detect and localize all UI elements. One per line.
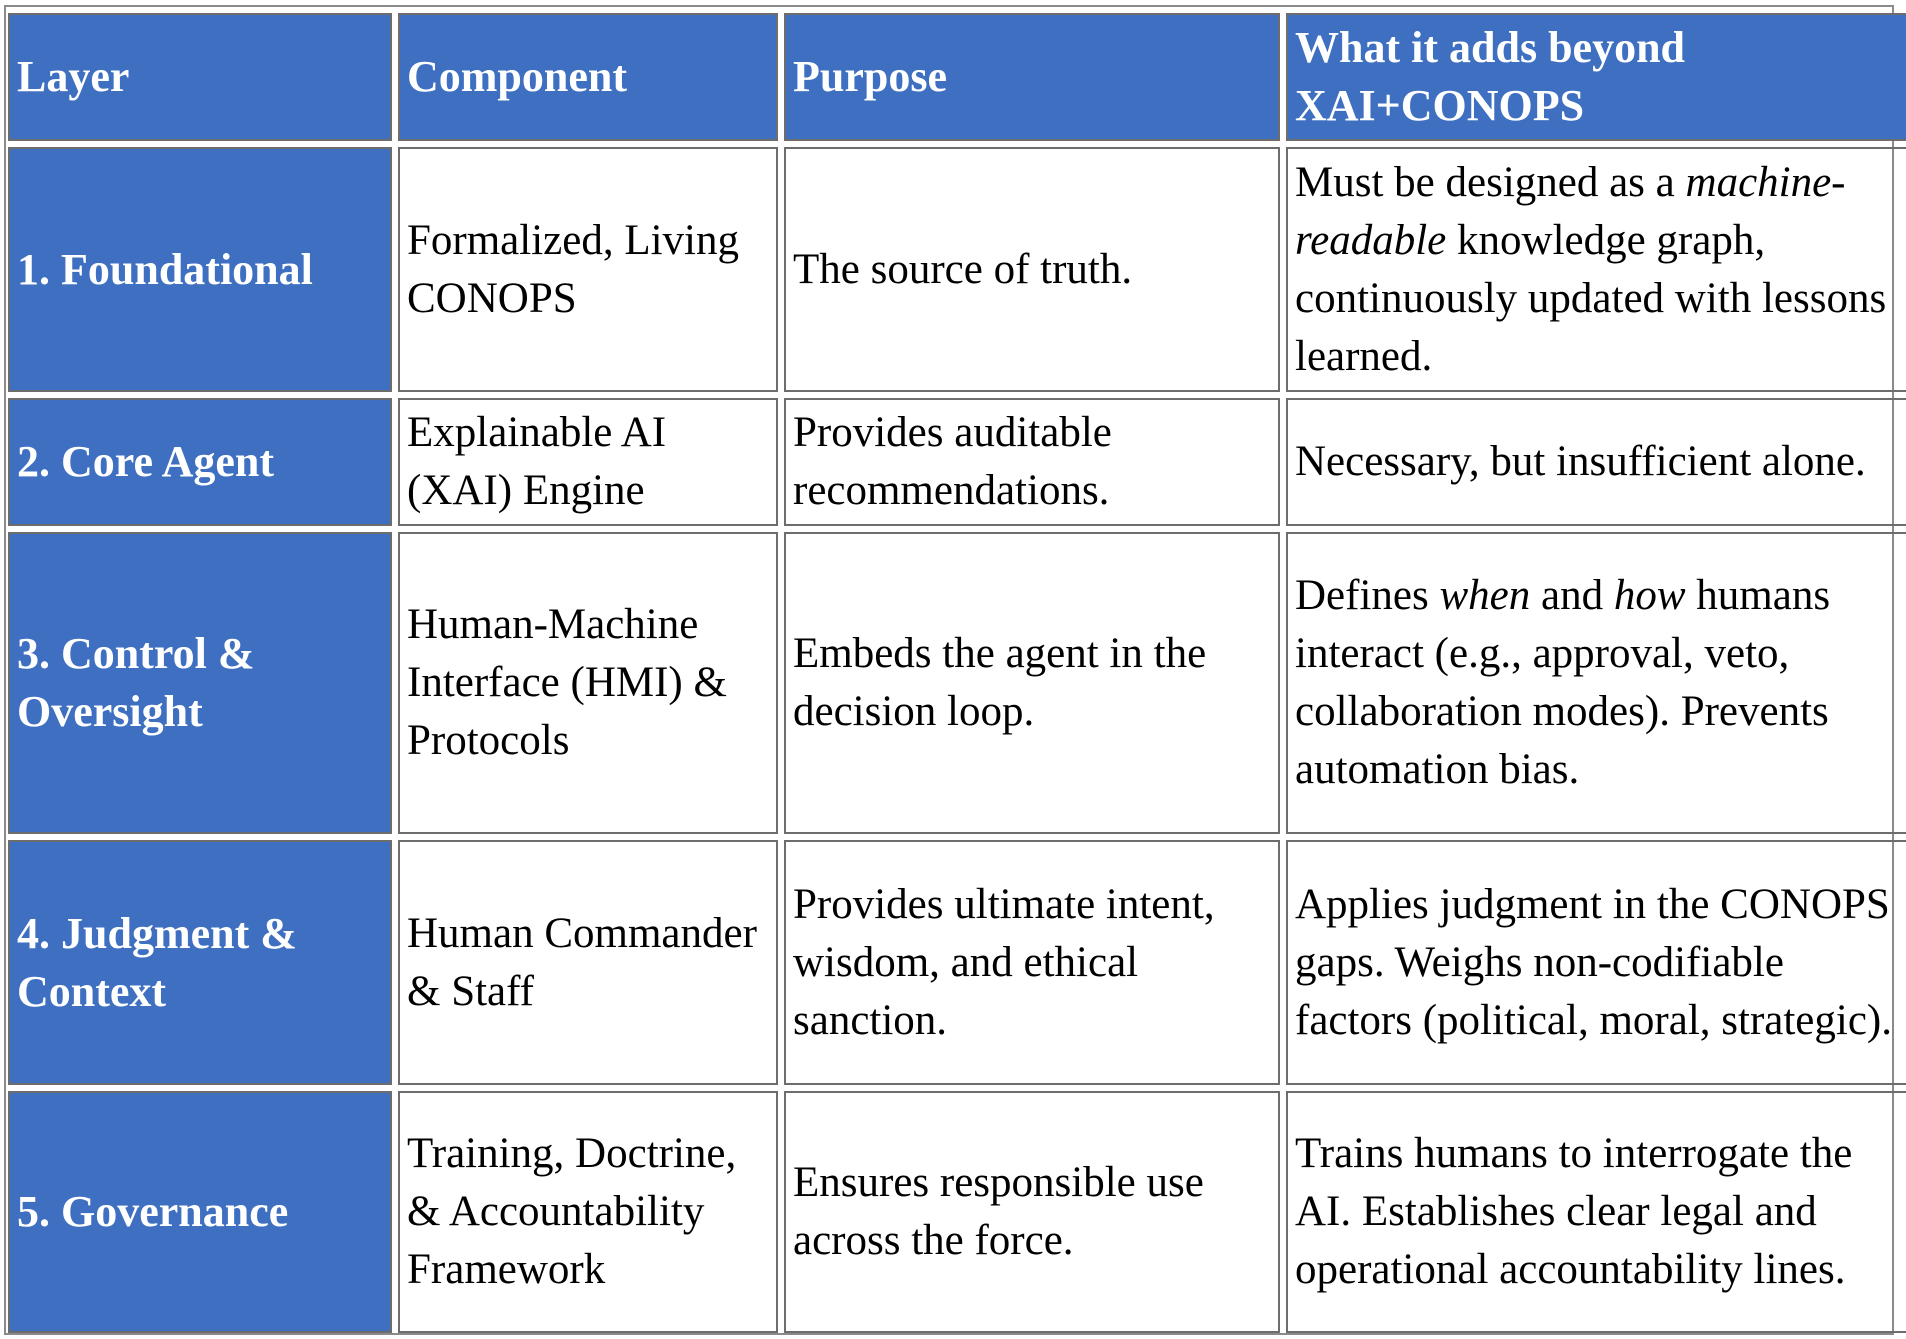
table-row [8,532,1906,834]
layer-cell: 4. Judgment & Context [8,840,392,1085]
table-header-row [8,13,1906,141]
adds-text: Trains humans to interrogate the AI. Establishes clear legal and operational accountability lines. [1295,1130,1853,1293]
purpose-cell: Provides ultimate intent, wisdom, and ethical sanction. [784,840,1280,1085]
table-row [8,398,1906,526]
adds-cell [1286,532,1906,834]
adds-text: and [1530,572,1614,619]
adds-text: Applies judgment in the CONOPS gaps. Weighs non-codifiable factors (political, moral, strategic). [1295,880,1892,1044]
table-row [8,147,1906,392]
purpose-cell: Embeds the agent in the decision loop. [784,532,1280,834]
purpose-cell: Provides auditable recommendations. [784,398,1280,526]
purpose-cell: The source of truth. [784,147,1280,392]
table-row [8,1091,1906,1333]
adds-text: Must be designed as a [1295,158,1686,206]
layer-cell: 2. Core Agent [8,398,392,526]
adds-text: knowledge graph, continuously updated with lessons learned. [1295,216,1887,380]
adds-text: Necessary, but insufficient alone. [1295,438,1866,485]
adds-emphasis: when [1439,572,1531,619]
adds-cell [1286,398,1906,526]
layer-cell: 5. Governance [8,1091,392,1333]
adds-text: Defines [1295,572,1440,619]
header-component: Component [398,13,778,141]
layers-table [2,7,1906,1339]
component-cell: Human-Machine Interface (HMI) & Protocols [398,532,778,834]
component-cell: Human Commander & Staff [398,840,778,1085]
table-row [8,840,1906,1085]
component-cell: Training, Doctrine, & Accountability Framework [398,1091,778,1333]
header-layer: Layer [8,13,392,141]
layer-cell: 1. Foundational [8,147,392,392]
adds-cell [1286,1091,1906,1333]
adds-emphasis: machine-readable [1295,158,1846,264]
component-cell: Formalized, Living CONOPS [398,147,778,392]
adds-text: humans interact (e.g., approval, veto, collaboration modes). Prevents automation bias. [1295,572,1831,793]
component-cell: Explainable AI (XAI) Engine [398,398,778,526]
adds-cell [1286,840,1906,1085]
header-purpose: Purpose [784,13,1280,141]
header-adds: What it adds beyond XAI+CONOPS [1286,13,1906,141]
adds-cell [1286,147,1906,392]
adds-emphasis: how [1613,572,1686,619]
purpose-cell: Ensures responsible use across the force. [784,1091,1280,1333]
layer-cell: 3. Control & Oversight [8,532,392,834]
